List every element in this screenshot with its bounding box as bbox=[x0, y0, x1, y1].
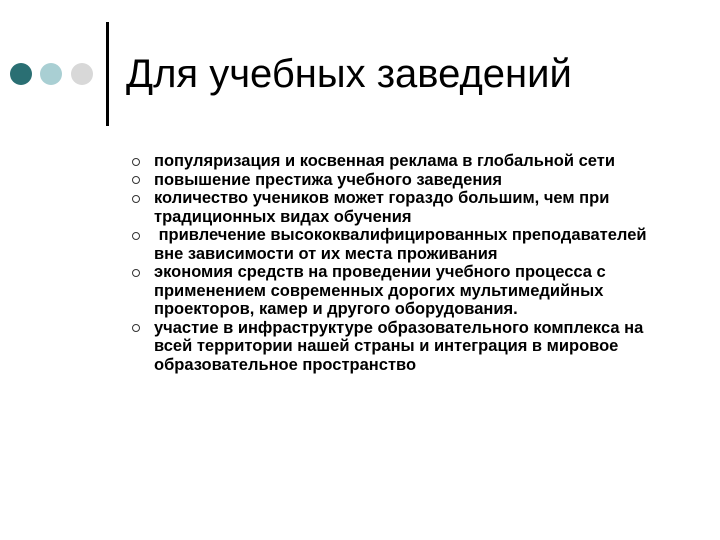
bullet-text: количество учеников может гораздо большим, чем при традиционных видах обучения bbox=[154, 189, 610, 226]
title-divider bbox=[106, 22, 109, 126]
decorative-dot-light-blue bbox=[40, 63, 62, 85]
bullet-circle-icon bbox=[132, 158, 140, 166]
bullet-list bbox=[132, 152, 667, 374]
bullet-item bbox=[132, 152, 667, 171]
bullet-text: экономия средств на проведении учебного процесса с применением современных дорогих мультимедийных проекторов, камер и другого оборудования. bbox=[154, 263, 606, 318]
bullet-circle-icon bbox=[132, 176, 140, 184]
slide-title: Для учебных заведений bbox=[126, 52, 572, 96]
bullet-text: участие в инфраструктуре образовательного комплекса на всей территории нашей страны и интеграция в мировое образовательное пространство bbox=[154, 318, 644, 374]
bullet-item bbox=[132, 171, 667, 190]
decorative-dot-light-gray bbox=[71, 63, 93, 85]
bullet-circle-icon bbox=[132, 232, 140, 240]
decorative-dot-dark-teal bbox=[10, 63, 32, 85]
bullet-text: повышение престижа учебного заведения bbox=[154, 170, 503, 189]
bullet-text: привлечение высококвалифицированных преподавателей вне зависимости от их места проживания bbox=[154, 226, 652, 263]
bullet-text: популяризация и косвенная реклама в глобальной сети bbox=[154, 152, 615, 170]
bullet-circle-icon bbox=[132, 324, 140, 332]
bullet-item bbox=[132, 226, 667, 263]
bullet-item bbox=[132, 189, 667, 226]
bullet-item bbox=[132, 319, 667, 375]
bullet-circle-icon bbox=[132, 195, 140, 203]
bullet-item bbox=[132, 263, 667, 319]
bullet-circle-icon bbox=[132, 269, 140, 277]
